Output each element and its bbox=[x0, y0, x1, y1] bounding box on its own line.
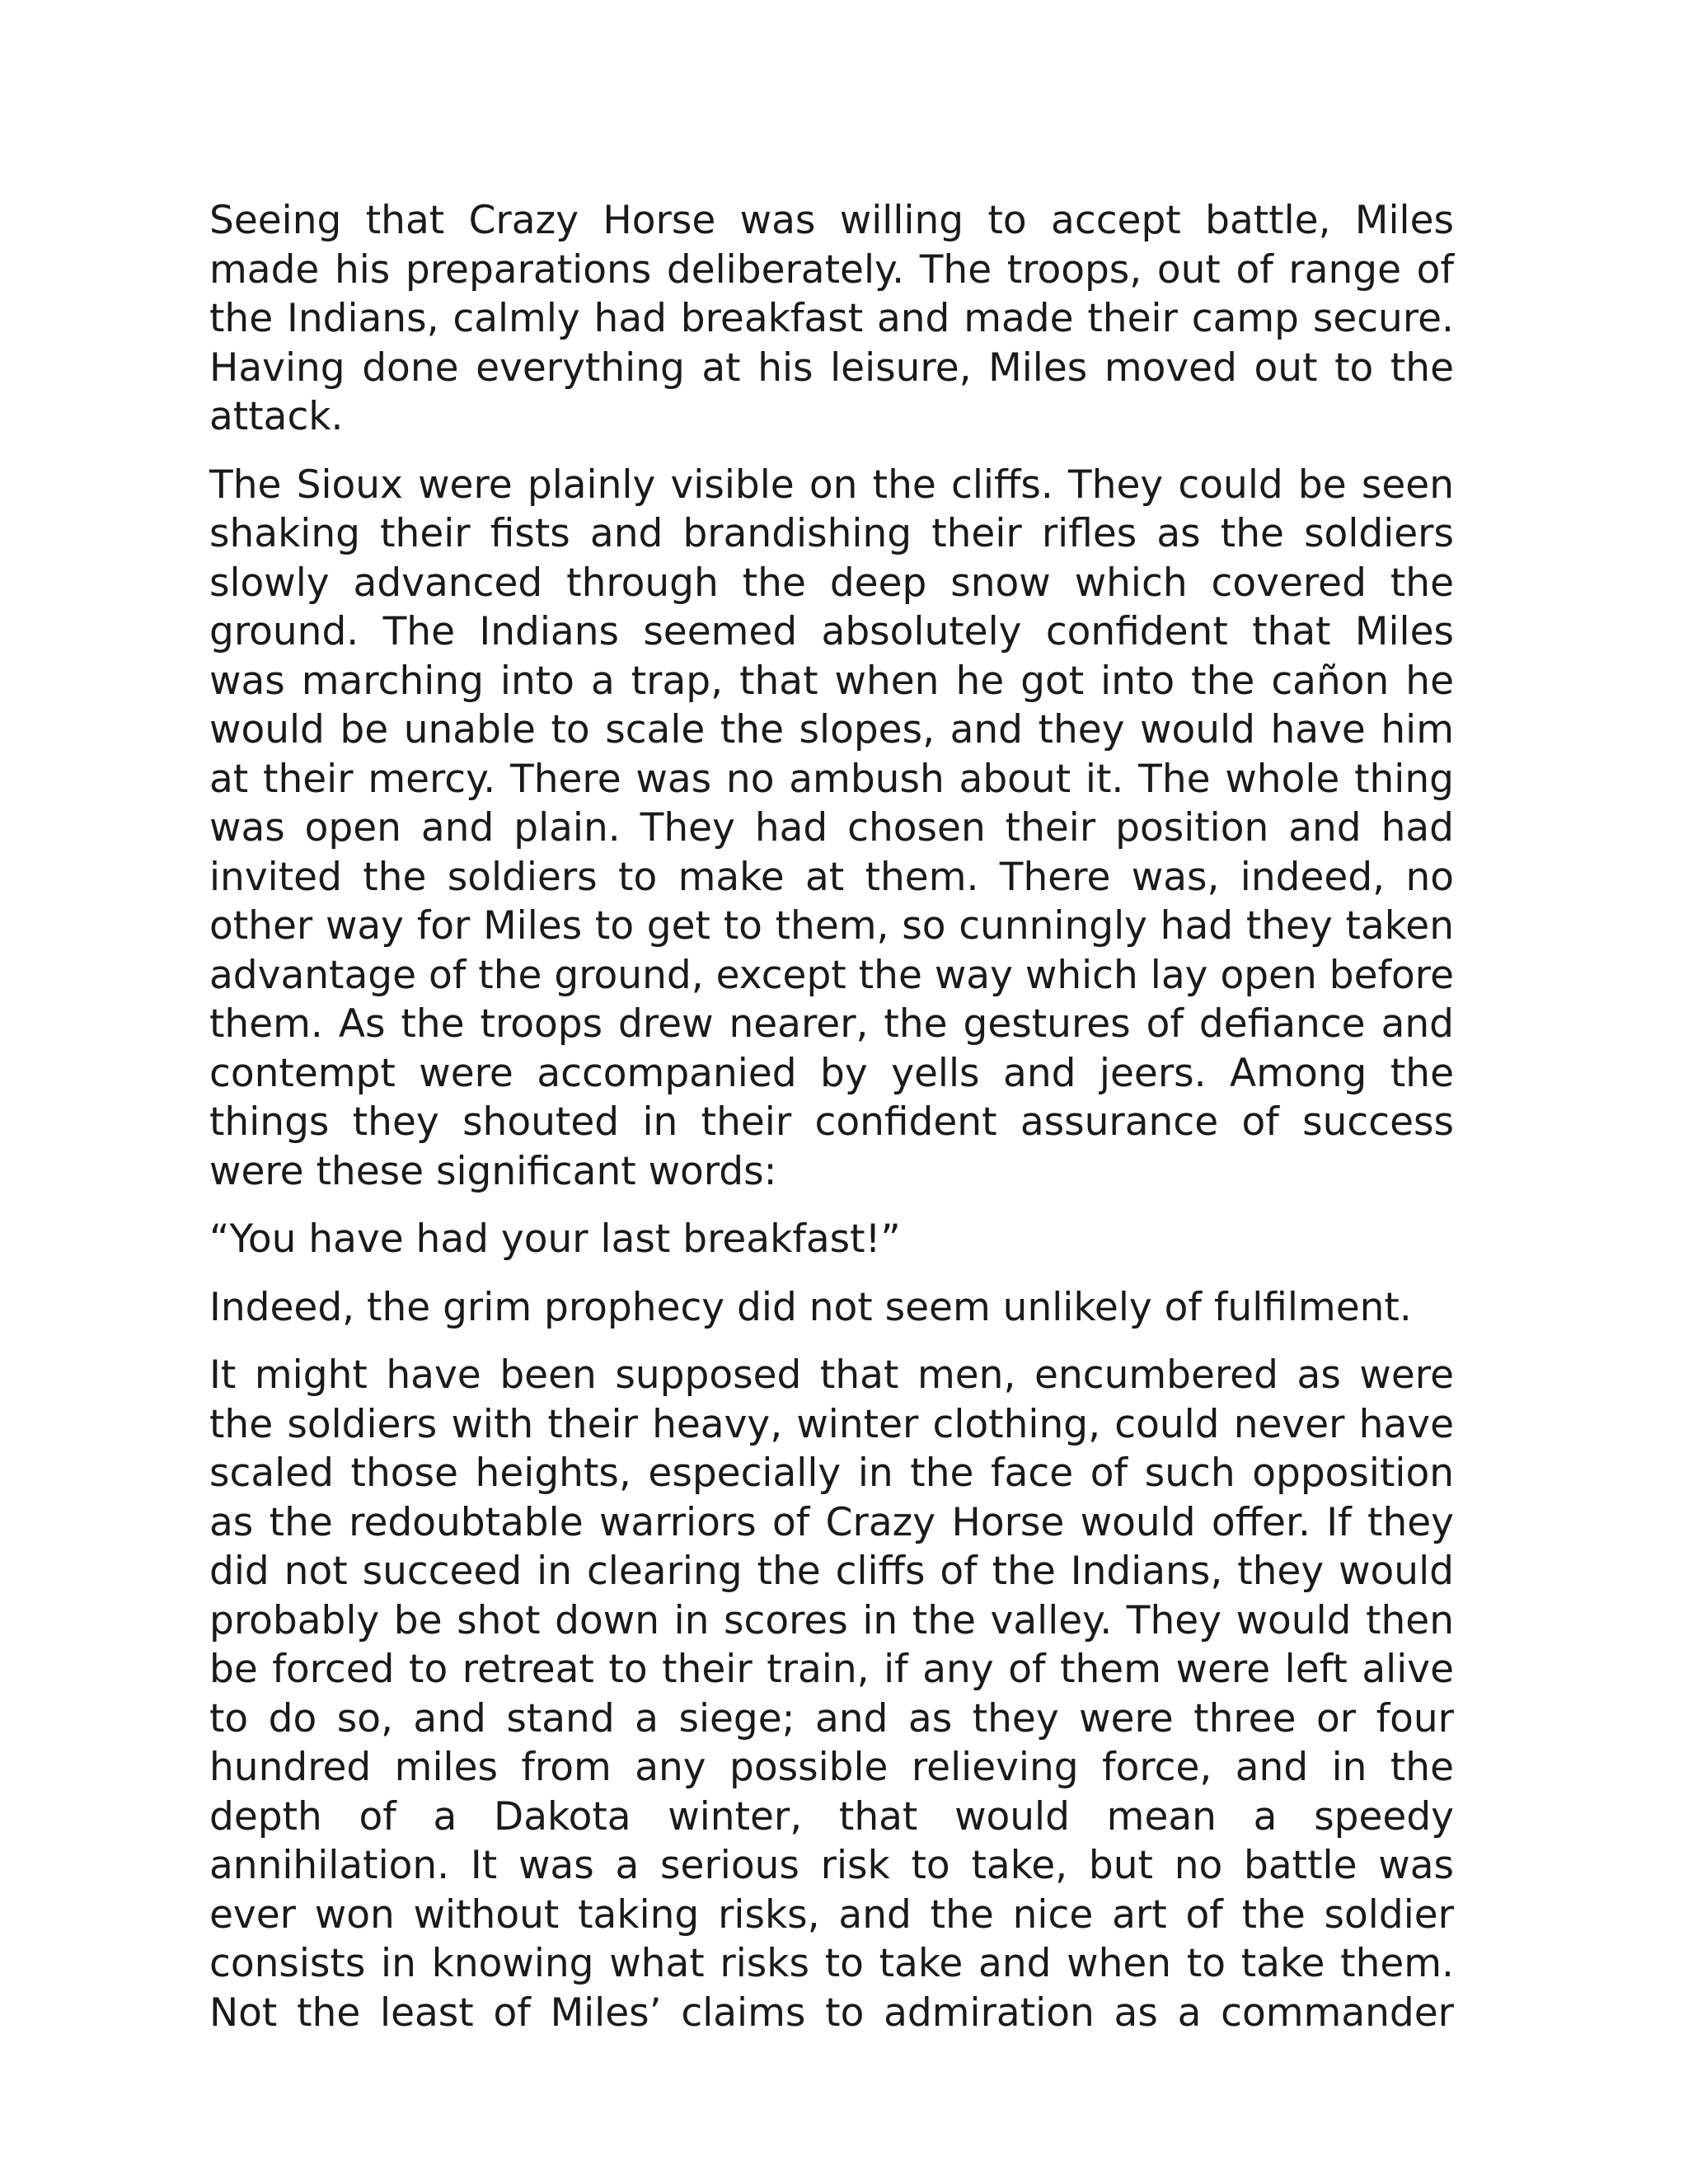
paragraph-risk-assessment: It might have been supposed that men, encumbered as were the soldiers with their heavy, winter clothing, could never have scaled those heights, especially in the face of such opposition as the redoubtable warriors of Crazy Horse would offer. If they did not succeed in clearing the cliffs of the Indians, they would probably be shot down in scores in the valley. They would then be forced to retreat to their train, if any of them were left alive to do so, and stand a siege; and as they were three or four hundred miles from any possible relieving force, and in the depth of a Dakota winter, that would mean a speedy annihilation. It was a serious risk to take, but no battle was ever won without taking risks, and the nice art of the soldier consists in knowing what risks to take and when to take them. Not the least of Miles’ claims to admiration as a commander bbox=[209, 1352, 1454, 2036]
paragraph-grim-prophecy: Indeed, the grim prophecy did not seem unlikely of fulfilment. bbox=[209, 1284, 1412, 1330]
paragraph-battle-preparations: Seeing that Crazy Horse was willing to accept battle, Miles made his preparations deliberately. The troops, out of range of the Indians, calmly had breakfast and made their camp secure. Having done everything at his leisure, Miles moved out to the attack. bbox=[209, 198, 1454, 439]
document-page bbox=[209, 196, 1454, 2037]
paragraph-sioux-on-cliffs: The Sioux were plainly visible on the cliffs. They could be seen shaking their fists and brandishing their rifles as the soldiers slowly advanced through the deep snow which covered the ground. The Indians seemed absolutely confident that Miles was marching into a trap, that when he got into the cañon he would be unable to scale the slopes, and they would have him at their mercy. There was no ambush about it. The whole thing was open and plain. They had chosen their position and had invited the soldiers to make at them. There was, indeed, no other way for Miles to get to them, so cunningly had they taken advantage of the ground, except the way which lay open before them. As the troops drew nearer, the gestures of defiance and contempt were accompanied by yells and jeers. Among the things they shouted in their confident assurance of success were these significant words: bbox=[209, 462, 1454, 1194]
paragraph-last-breakfast-quote: “You have had your last breakfast!” bbox=[209, 1216, 901, 1262]
